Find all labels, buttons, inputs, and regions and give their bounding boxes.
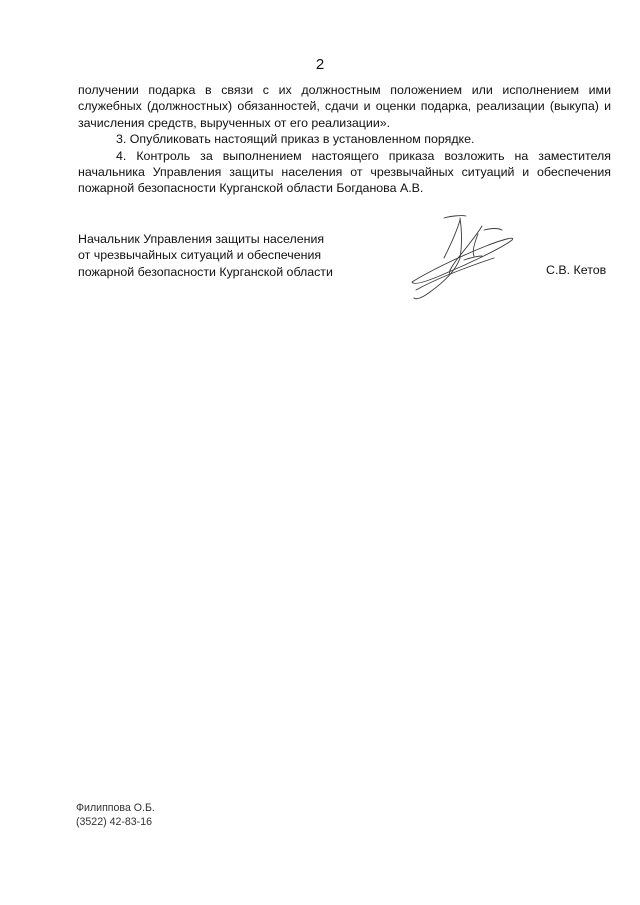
footer-contact: [76, 801, 155, 829]
signer-name: С.В. Кетов: [546, 263, 607, 277]
footer-phone: (3522) 42-83-16: [76, 816, 152, 828]
handwritten-signature: [404, 212, 524, 308]
footer-author: Филиппова О.Б.: [76, 802, 155, 814]
page-number: 2: [315, 56, 325, 73]
document-body: [78, 82, 611, 197]
paragraph-item-4: 4. Контроль за выполнением настоящего приказа возложить на заместителя начальника Управления защиты населения от чрезвычайных ситуаций и обеспечения пожарной безопасности Курганской области Богданова А.В.: [78, 148, 611, 196]
signatory-title-line: от чрезвычайных ситуаций и обеспечения: [78, 248, 322, 263]
signatory-title-line: пожарной безопасности Курганской области: [78, 264, 333, 279]
signatory-title: [78, 231, 358, 280]
signatory-title-line: Начальник Управления защиты населения: [78, 232, 325, 246]
paragraph-item-3: 3. Опубликовать настоящий приказ в установленном порядке.: [116, 132, 475, 147]
paragraph-continuation: получении подарка в связи с их должностным положением или исполнением ими служебных (должностных) обязанностей, сдачи и оценки подарка, реализации (выкупа) и зачисления средств, вырученных от его реализации».: [78, 83, 611, 130]
